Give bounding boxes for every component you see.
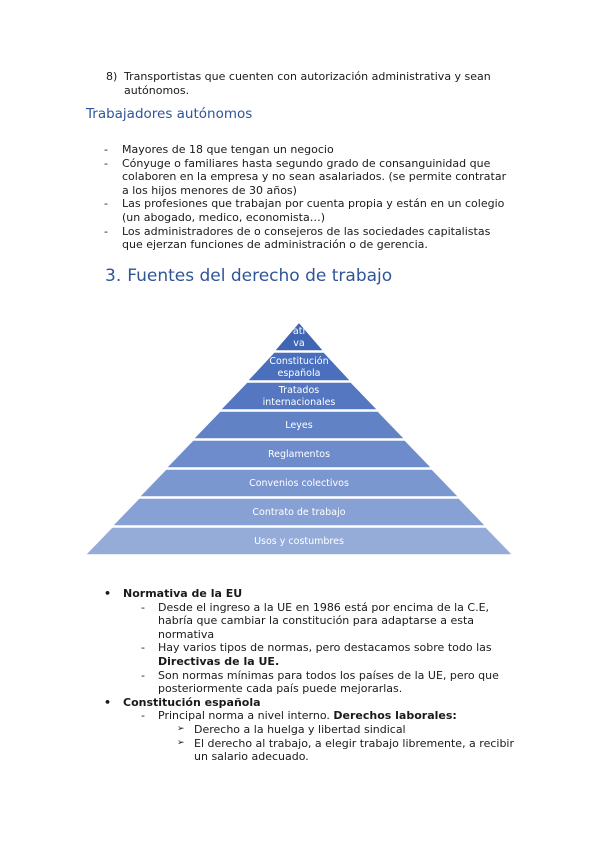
list-item: - Los administradores de o consejeros de las sociedades capitalistas que ejerzan funciones de administración o de gerencia.: [104, 225, 514, 252]
dash-icon: -: [141, 641, 145, 655]
pyramid-label: Reglamentos: [267, 449, 331, 460]
sub-list-item: [104, 737, 524, 764]
list-item: [104, 601, 524, 642]
pyramid-top-label: va: [293, 338, 305, 349]
list-item-text: Derecho a la huelga y libertad sindical: [194, 722, 406, 736]
bullet-icon: •: [104, 587, 112, 600]
list-item-title: Constitución española: [123, 695, 261, 709]
list-item-text: Principal norma a nivel interno.: [158, 709, 334, 723]
pyramid-label: Leyes: [285, 420, 313, 431]
list-number: 8): [106, 70, 118, 83]
list-item: - Mayores de 18 que tengan un negocio: [104, 143, 514, 157]
list-item-text: Desde el ingreso a la UE en 1986 está por encima de la C.E, habría que cambiar la constitución para adaptarse a esta normativa: [158, 600, 490, 641]
pyramid-label: Convenios colectivos: [249, 478, 349, 489]
list-item: - Las profesiones que trabajan por cuenta propia y están en un colegio (un abogado, medico, economista…): [104, 197, 514, 224]
bottom-list: [104, 587, 524, 764]
pyramid-top-label: ati: [292, 326, 306, 337]
dash-icon: -: [141, 709, 145, 723]
arrow-bullet-icon: ➢: [177, 737, 185, 748]
sub-list-item: [104, 723, 524, 737]
pyramid-label: española: [277, 368, 321, 379]
list-item-normativa: [104, 587, 524, 601]
list-item: - Cónyuge o familiares hasta segundo grado de consanguinidad que colaboren en la empresa y no sean asalariados. (se permite contratar a los hijos menores de 30 años): [104, 157, 514, 198]
list-item-text: Transportistas que cuenten con autorización administrativa y sean autónomos.: [124, 70, 491, 97]
pyramid-label: Contrato de trabajo: [252, 507, 346, 518]
list-item: [104, 709, 524, 723]
list-item-bold-text: Directivas de la UE.: [158, 654, 280, 668]
pyramid-label: Tratados: [278, 385, 320, 396]
list-item-constitucion: [104, 696, 524, 710]
list-item-bold-text: Derechos laborales:: [333, 709, 457, 723]
list-item-text: El derecho al trabajo, a elegir trabajo libremente, a recibir un salario adecuado.: [194, 736, 515, 764]
heading-text: Fuentes del derecho de trabajo: [127, 266, 393, 286]
heading-trabajadores-autonomos: Trabajadores autónomos: [86, 106, 253, 122]
heading-number: 3.: [105, 266, 122, 286]
list-item: [104, 669, 524, 696]
dash-icon: -: [141, 600, 145, 614]
bullet-icon: •: [104, 695, 112, 709]
arrow-bullet-icon: ➢: [177, 723, 185, 734]
list-item-text: Son normas mínimas para todos los países de la UE, pero que posteriormente cada país puede mejorarlas.: [158, 668, 499, 696]
pyramid-label: Constitución: [269, 356, 329, 367]
list-item: [104, 641, 524, 668]
dash-icon: -: [141, 668, 145, 682]
pyramid-label: Usos y costumbres: [254, 536, 344, 547]
pyramid-label: internacionales: [262, 397, 336, 408]
list-item-text: Hay varios tipos de normas, pero destacamos sobre todo las: [158, 641, 492, 655]
list-item-title: Normativa de la EU: [123, 587, 243, 600]
